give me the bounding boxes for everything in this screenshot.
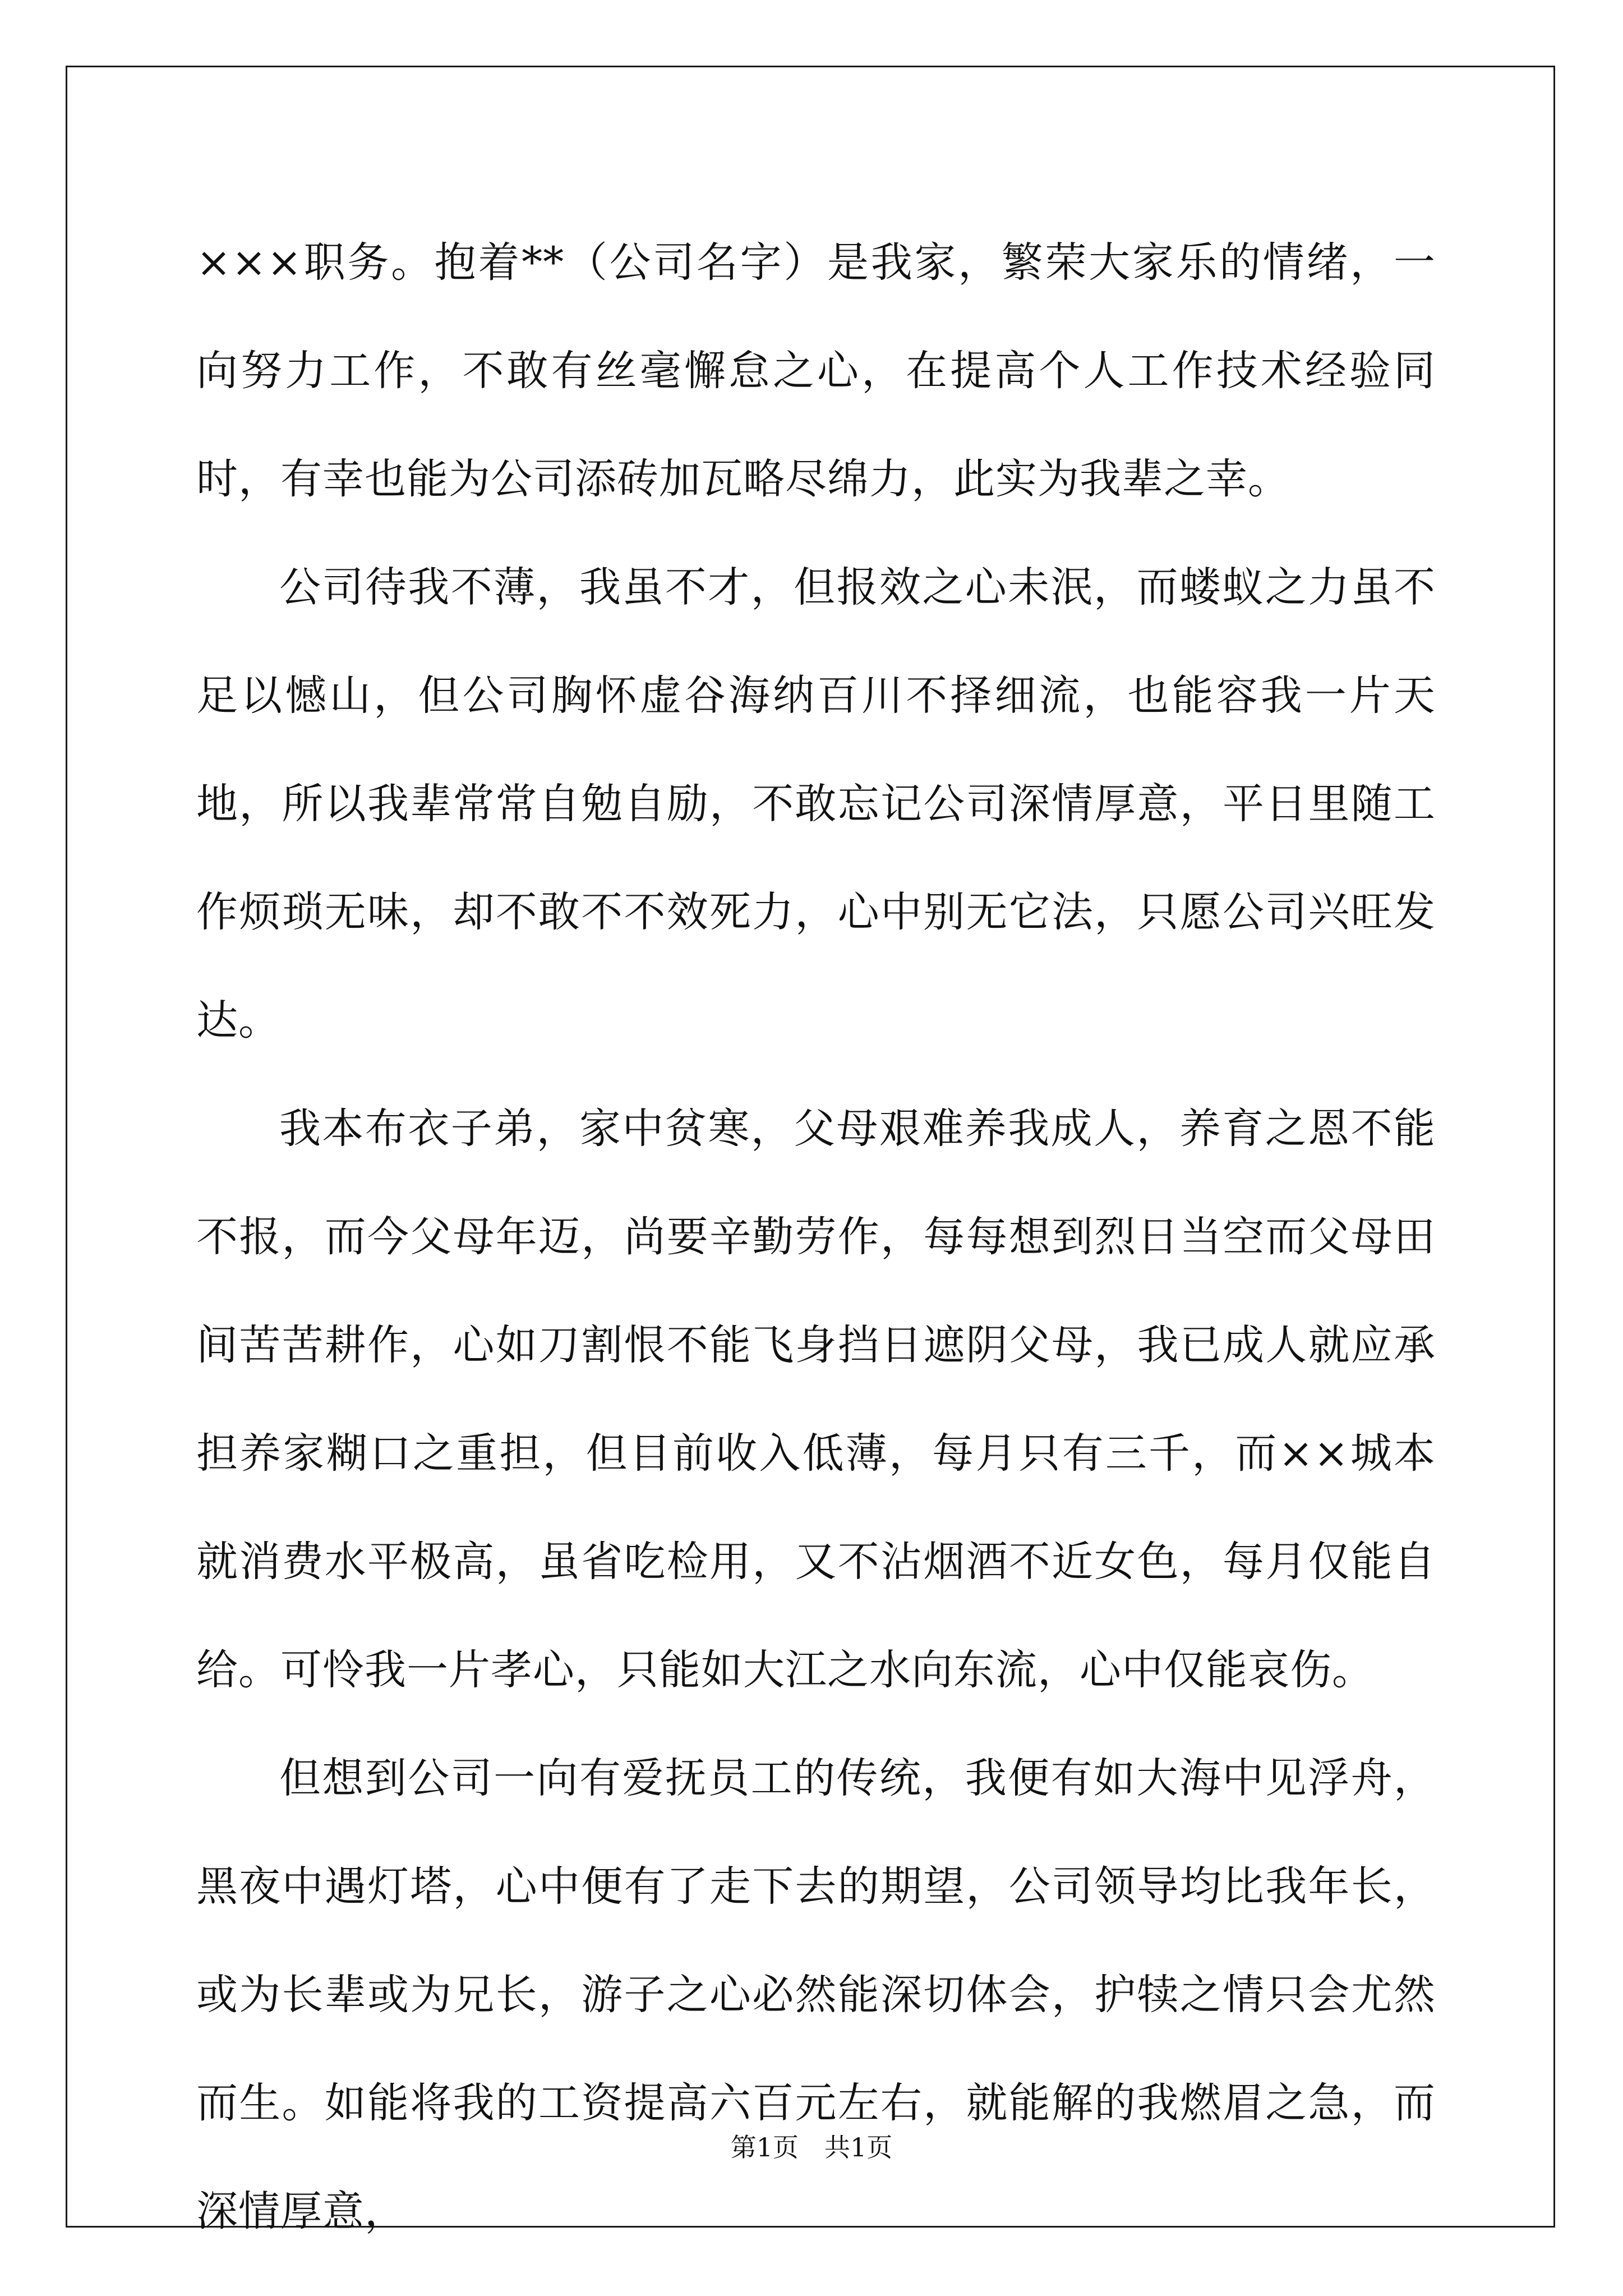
paragraph-4: 但想到公司一向有爱抚员工的传统，我便有如大海中见浮舟，黑夜中遇灯塔，心中便有了走下去的期望，公司领导均比我年长，或为长辈或为兄长，游子之心必然能深切体会，护犊之情只会尤然而生。如能将我的工资提高六百元左右，就能解的我燃眉之急，而深情厚意， <box>196 1754 1436 2235</box>
paragraph-2: 公司待我不薄，我虽不才，但报效之心未泯，而蝼蚁之力虽不足以憾山，但公司胸怀虚谷海纳百川不择细流，也能容我一片天地，所以我辈常常自勉自励，不敢忘记公司深情厚意，平日里随工作烦琐无味，却不敢不不效死力，心中别无它法，只愿公司兴旺发达。 <box>196 563 1436 1045</box>
paragraph-1: ×××职务。抱着**（公司名字）是我家，繁荣大家乐的情绪，一向努力工作，不敢有丝毫懈怠之心，在提高个人工作技术经验同时，有幸也能为公司添砖加瓦略尽绵力，此实为我辈之幸。 <box>196 238 1436 503</box>
page-number-footer: 第1页 共1页 <box>730 2132 893 2162</box>
document-body <box>196 209 1436 2266</box>
paragraph-3: 我本布衣子弟，家中贫寒，父母艰难养我成人，养育之恩不能不报，而今父母年迈，尚要辛勤劳作，每每想到烈日当空而父母田间苦苦耕作，心如刀割恨不能飞身挡日遮阴父母，我已成人就应承担养家糊口之重担，但目前收入低薄，每月只有三千，而××城本就消费水平极高，虽省吃检用，又不沾烟酒不近女色，每月仅能自给。可怜我一片孝心，只能如大江之水向东流，心中仅能哀伤。 <box>196 1105 1436 1694</box>
